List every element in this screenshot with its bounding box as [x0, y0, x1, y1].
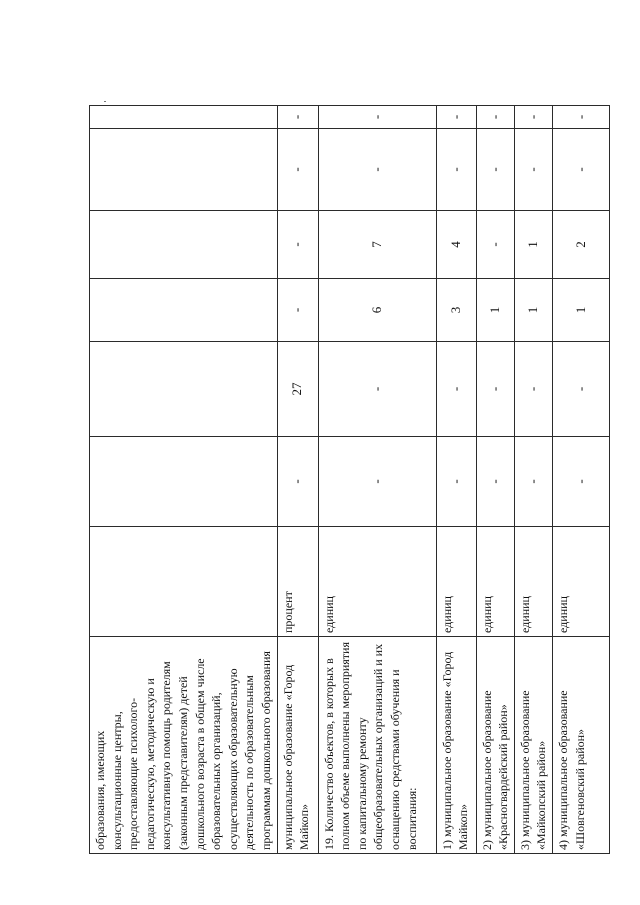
- unit-cell: [90, 527, 278, 637]
- table-row: [514, 106, 552, 854]
- row-label: 4) муниципальное образование «Шовгеновский район»: [552, 637, 609, 854]
- value-cell: 1: [552, 279, 609, 342]
- rotated-page-table: [89, 106, 588, 854]
- value-cell: 27: [277, 342, 318, 437]
- value-cell: -: [318, 342, 436, 437]
- value-cell: [90, 106, 278, 129]
- value-cell: -: [552, 129, 609, 211]
- row-label: 2) муниципальное образование «Красногвардейский район»: [476, 637, 514, 854]
- value-cell: -: [436, 437, 476, 527]
- value-cell: -: [436, 106, 476, 129]
- value-cell: -: [552, 342, 609, 437]
- value-cell: -: [552, 437, 609, 527]
- value-cell: -: [277, 437, 318, 527]
- table-row: [552, 106, 609, 854]
- value-cell: -: [476, 437, 514, 527]
- value-cell: 1: [514, 211, 552, 279]
- value-cell: -: [277, 211, 318, 279]
- value-cell: -: [318, 437, 436, 527]
- table-row: [277, 106, 318, 854]
- value-cell: 3: [436, 279, 476, 342]
- indicator-table: [89, 105, 610, 854]
- unit-cell: единиц: [552, 527, 609, 637]
- table-row: [318, 106, 436, 854]
- value-cell: -: [476, 106, 514, 129]
- value-cell: -: [318, 129, 436, 211]
- value-cell: -: [277, 106, 318, 129]
- row-label: 1) муниципальное образование «Город Майкоп»: [436, 637, 476, 854]
- scan-speck: [104, 101, 106, 102]
- value-cell: 4: [436, 211, 476, 279]
- unit-cell: единиц: [436, 527, 476, 637]
- table-row: [476, 106, 514, 854]
- value-cell: [90, 342, 278, 437]
- value-cell: -: [552, 106, 609, 129]
- value-cell: 1: [476, 279, 514, 342]
- value-cell: -: [476, 211, 514, 279]
- value-cell: 7: [318, 211, 436, 279]
- value-cell: [90, 437, 278, 527]
- table-row: [436, 106, 476, 854]
- value-cell: -: [318, 106, 436, 129]
- value-cell: -: [476, 342, 514, 437]
- value-cell: [90, 279, 278, 342]
- value-cell: -: [514, 437, 552, 527]
- value-cell: -: [436, 129, 476, 211]
- row-label: образования, имеющих консультационные центры, предоставляющие психолого-педагогическую, методическую и консультативную помощь родителям (законным представителям) детей дошкольного возраста в общем числе образовательных организаций, осуществляющих образовательную деятельность по образовательным программам дошкольного образования: [90, 637, 278, 854]
- unit-cell: единиц: [476, 527, 514, 637]
- value-cell: -: [514, 342, 552, 437]
- unit-cell: единиц: [514, 527, 552, 637]
- value-cell: 6: [318, 279, 436, 342]
- unit-cell: единиц: [318, 527, 436, 637]
- table-row: [90, 106, 278, 854]
- value-cell: [90, 129, 278, 211]
- row-label: 19. Количество объектов, в которых в полном объеме выполнены мероприятия по капитальному ремонту общеобразовательных организаций и их оснащению средствами обучения и воспитания:: [318, 637, 436, 854]
- value-cell: -: [514, 129, 552, 211]
- value-cell: -: [476, 129, 514, 211]
- value-cell: -: [277, 279, 318, 342]
- unit-cell: процент: [277, 527, 318, 637]
- value-cell: -: [436, 342, 476, 437]
- value-cell: [90, 211, 278, 279]
- value-cell: -: [277, 129, 318, 211]
- value-cell: 1: [514, 279, 552, 342]
- value-cell: 2: [552, 211, 609, 279]
- row-label: муниципальное образование «Город Майкоп»: [277, 637, 318, 854]
- row-label: 3) муниципальное образование «Майкопский район»: [514, 637, 552, 854]
- value-cell: -: [514, 106, 552, 129]
